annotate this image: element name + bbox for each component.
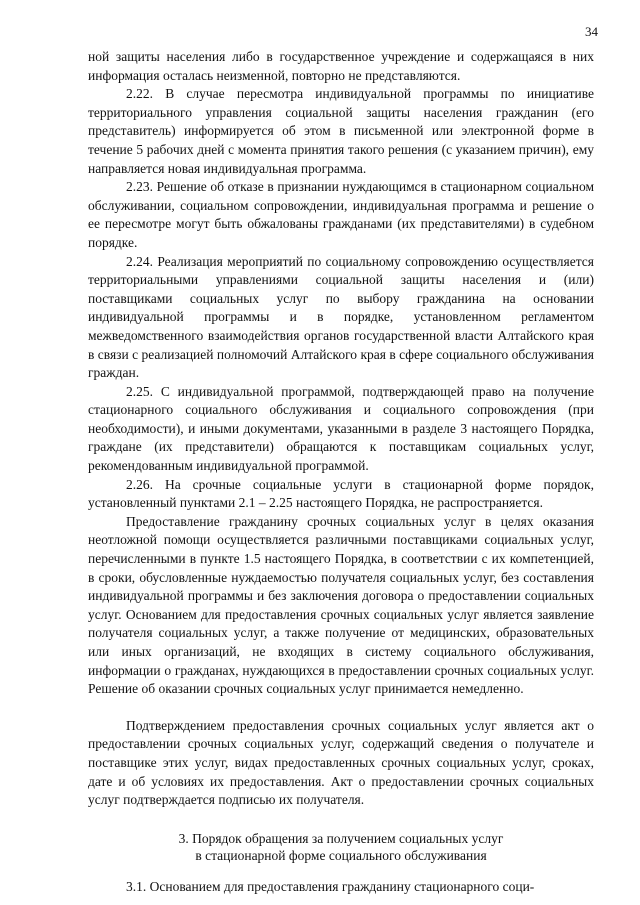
paragraph-2-22: 2.22. В случае пересмотра индивидуальной программы по инициативе территориального управления социальной защиты населения гражданин (его представитель) информируется об этом в письменной или электронной форме в течение 5 рабочих дней с момента принятия такого решения (с указанием причин), ему направляется новая индивидуальная программа. <box>88 86 594 176</box>
page-number: 34 <box>585 24 598 39</box>
paragraph-continuation: ной защиты населения либо в государственное учреждение и содержащаяся в них информация осталась неизменной, повторно не представляются. <box>88 49 594 83</box>
document-body <box>88 48 594 896</box>
paragraph-3-1: 3.1. Основанием для предоставления гражданину стационарного соци- <box>126 878 535 894</box>
section-heading-line-2: в стационарной форме социального обслуживания <box>195 847 487 863</box>
paragraph-2-26: 2.26. На срочные социальные услуги в стационарной форме порядок, установленный пунктами 2.1 – 2.25 настоящего Порядка, не распространяется. <box>88 476 594 511</box>
paragraph-2-24: 2.24. Реализация мероприятий по социальному сопровождению осуществляется территориальными управлениями социальной защиты населения и (или) поставщиками социальных услуг по выбору гражданина на основании индивидуальной программы и в порядке, установленном регламентом межведомственного взаимодействия органов государственной власти Алтайского края в связи с реализацией полномочий Алтайского края в сфере социального обслуживания граждан. <box>88 253 594 381</box>
paragraph-urgent-services: Предоставление гражданину срочных социальных услуг в целях оказания неотложной помощи осуществляется различными поставщиками социальных услуг, перечисленными в пункте 1.5 настоящего Порядка, в соответствии с их компетенцией, в сроки, обусловленные нуждаемостью получателя социальных услуг, без составления индивидуальной программы и без заключения договора о предоставлении социальных услуг. Основанием для предоставления срочных социальных услуг является заявление получателя социальных услуг, а также получение от медицинских, образовательных или иных организаций, не входящих в систему социального обслуживания, информации о гражданах, нуждающихся в предоставлении срочных социальных услуг. Решение об оказании срочных социальных услуг принимается немедленно. <box>88 513 594 697</box>
paragraph-2-25: 2.25. С индивидуальной программой, подтверждающей право на получение стационарного социального обслуживания и социального сопровождения (при необходимости), и иными документами, указанными в разделе 3 настоящего Порядка, граждане (их представители) обращаются к поставщикам социальных услуг, рекомендованным индивидуальной программой. <box>88 383 594 474</box>
paragraph-2-23: 2.23. Решение об отказе в признании нуждающимся в стационарном социальном обслуживании, социальном сопровождении, индивидуальная программа и решение о ее пересмотре могут быть обжалованы гражданами (их представителями) в судебном порядке. <box>88 179 594 250</box>
section-heading <box>88 830 594 864</box>
section-heading-line-1: 3. Порядок обращения за получением социальных услуг <box>178 830 504 846</box>
paragraph-urgent-services-confirmation: Подтверждением предоставления срочных социальных услуг является акт о предоставлении срочных социальных услуг, содержащий сведения о получателе и поставщике этих услуг, видах предоставленных срочных социальных услуг, сроках, дате и об условиях их предоставления. Акт о предоставлении срочных социальных услуг подтверждается подписью их получателя. <box>88 717 594 808</box>
